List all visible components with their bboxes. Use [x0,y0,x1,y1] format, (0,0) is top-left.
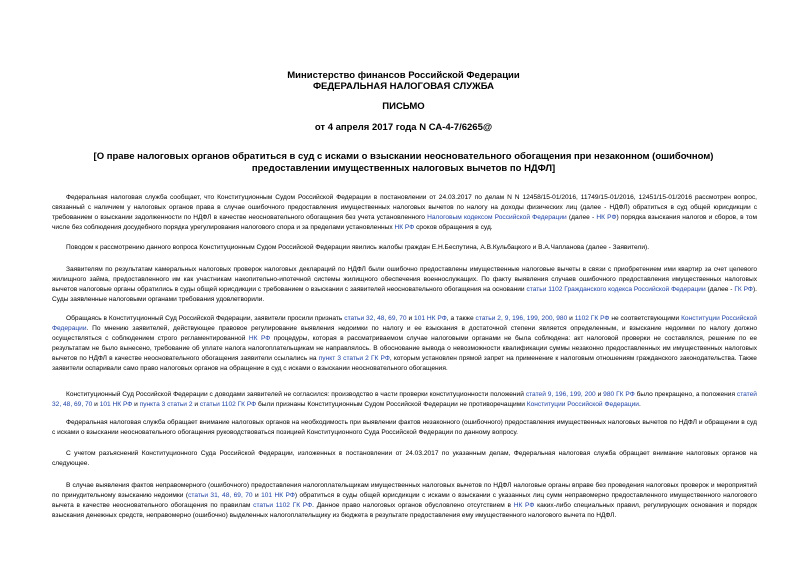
link-gk-article-1102[interactable]: статьи 1102 ГК РФ [253,502,313,509]
document-type: ПИСЬМО [382,101,425,112]
link-nk-articles[interactable]: статьи 32, 48, 69, 70 [344,315,407,322]
document-title: [О праве налоговых органов обратиться в суд с исками о взыскании неосновательного обогащения при незаконном (ошибочном) предоставлении имущественных налоговых вычетов по НДФЛ] [93,151,714,174]
link-gk-article-980[interactable]: 980 ГК РФ [603,391,635,398]
paragraph-8: В случае выявления фактов неправомерного (ошибочного) предоставления налогоплательщикам имущественных налоговых вычетов по НДФЛ налоговые органы вправе без проведения налоговых проверок и мероприятий по принудительному взысканию недоимки (статьи 31, 48, 69, 70 и 101 НК РФ) обратиться в суды общей юрисдикции с исками о взыскании с указанных лиц сумм неправомерно предоставленного имущественного налогового вычета в качестве неосновательного обогащения по правилам статьи 1102 ГК РФ. Данное право налоговых органов обусловлено отсутствием в НК РФ каких-либо специальных правил, регулирующих основания и порядок взыскания денежных средств, неправомерно (ошибочно) выделенных налогоплательщику из бюджета в результате предоставления ему имущественного налогового вычета по НДФЛ. [52,482,757,519]
link-nk-article-101[interactable]: 101 НК РФ [414,315,447,322]
paragraph-3: Заявителям по результатам камеральных налоговых проверок налоговых деклараций по НДФЛ были ошибочно предоставлены имущественные налоговые вычеты в связи с приобретением ими квартир за счет целевого жилищного займа, предоставленного им как участникам накопительно-ипотечной системы жилищного обеспечения военнослужащих. По факту выявления случаев ошибочного предоставления имущественных налоговых вычетов налоговые органы обратились в суды общей юрисдикции с требованием о взыскании с заявителей неосновательного обогащения на основании статьи 1102 Гражданского кодекса Российской Федерации (далее - ГК РФ). Суды заявленные налоговыми органами требования удовлетворили. [52,266,757,303]
link-nk-rf[interactable]: НК РФ [596,214,617,221]
ministry-name: Министерство финансов Российской Федерации [287,70,520,81]
link-constitution[interactable]: Конституции Российской Федерации [52,315,757,332]
link-gk-article-1102[interactable]: статьи 1102 Гражданского кодекса Российской Федерации [526,286,706,293]
paragraph-7: С учетом разъяснений Конституционного Суда Российской Федерации, изложенных в постановлении от 24.03.2017 по указанным делам, Федеральная налоговая служба обращает внимание налоговых органов на следующее. [52,450,757,467]
link-nk-articles[interactable]: статьи 31, 48, 69, 70 [188,492,253,499]
paragraph-4: Обращаясь в Конституционный Суд Российской Федерации, заявители просили признать статьи 32, 48, 69, 70 и 101 НК РФ, а также статьи 2, 9, 196, 199, 200, 980 и 1102 ГК РФ не соответствующими Конституции Российской Федерации. По мнению заявителей, действующее правовое регулирование выявления недоимки по налогу и ее взыскания в достаточной степени является определенным, и взыскание недоимки по налогу должно осуществляться с соблюдением строго регламентированной НК РФ процедуры, которая в рассматриваемом случае налоговыми органами не была соблюдена: акт налоговой проверки не составлялся, решение по ее результатам не было вынесено, требование об уплате налога налогоплательщикам не направлялось. В обоснование вывода о невозможности квалификации суммы незаконно предоставленных им имущественных налоговых вычетов по НДФЛ в качестве неосновательного обогащения заявители ссылались на пункт 3 статьи 2 ГК РФ, которым установлен прямой запрет на применение к налоговым отношениям гражданского законодательства. Также заявители оспаривали само право налоговых органов на обращение в суд с исками о взыскании неосновательного обогащения. [52,315,757,372]
link-nk-rf[interactable]: НК РФ [513,502,535,509]
link-gk-article-2[interactable]: пункта 3 статьи 2 [139,401,193,408]
link-gk-articles[interactable]: статей 9, 196, 199, 200 [525,391,596,398]
paragraph-6: Федеральная налоговая служба обращает внимание налоговых органов на необходимость при выявлении фактов незаконного (ошибочного) предоставления имущественных налоговых вычетов по НДФЛ и обращении в суд с исками о взыскании неосновательного обогащения руководствоваться позицией Конституционного Суда Российской Федерации по данному вопросу. [52,419,757,436]
link-gk-articles[interactable]: статьи 2, 9, 196, 199, 200, 980 [475,315,568,322]
link-gk-rf[interactable]: ГК РФ [734,286,753,293]
paragraph-2: Поводом к рассмотрению данного вопроса Конституционным Судом Российской Федерации явились жалобы граждан Е.Н.Беспутина, А.В.Кульбацкого и В.А.Чапланова (далее - Заявители). [66,244,650,251]
link-nk-article-101[interactable]: 101 НК РФ [99,401,133,408]
link-tax-code[interactable]: Налоговым кодексом Российской Федерации [427,214,567,221]
link-nk-articles[interactable]: статей 32, 48, 69, 70 [52,391,757,408]
link-gk-article-2[interactable]: пункт 3 статьи 2 ГК РФ [318,355,390,362]
paragraph-5: Конституционный Суд Российской Федерации с доводами заявителей не согласился: производство в части проверки конституционности положений статей 9, 196, 199, 200 и 980 ГК РФ было прекращено, а положения статей 32, 48, 69, 70 и 101 НК РФ и пункта 3 статьи 2 и статьи 1102 ГК РФ были признаны Конституционным Судом Российской Федерации не противоречащими Конституции Российской Федерации. [52,391,757,408]
link-gk-article-1102[interactable]: 1102 ГК РФ [574,315,610,322]
service-name: ФЕДЕРАЛЬНАЯ НАЛОГОВАЯ СЛУЖБА [312,81,495,92]
link-gk-article-1102[interactable]: статьи 1102 ГК РФ [199,401,257,408]
link-constitution[interactable]: Конституции Российской Федерации [526,401,639,408]
paragraph-1: Федеральная налоговая служба сообщает, что Конституционным Судом Российской Федерации в постановлении от 24.03.2017 по делам N N 12458/15-01/2016, 11749/15-01/2016, 12451/15-01/2016 рассмотрен вопрос, связанный с наличием у налоговых органов права в случае ошибочного предоставления имущественных налоговых вычетов по налогу на доходы физических лиц (далее - НДФЛ) обратиться в суд общей юрисдикции с требованием о взыскании задолженности по НДФЛ в качестве неосновательного обогащения без учета установленного Налоговым кодексом Российской Федерации (далее - НК РФ) порядка взыскания налогов и сборов, в том числе без соблюдения досудебного порядка урегулирования налогового спора и за пределами установленных НК РФ сроков обращения в суд. [52,194,757,231]
link-nk-rf[interactable]: НК РФ [394,224,415,231]
link-nk-rf[interactable]: НК РФ [248,335,271,342]
document-date-number: от 4 апреля 2017 года N СА-4-7/6265@ [314,122,493,133]
link-nk-article-101[interactable]: 101 НК РФ [261,492,295,499]
